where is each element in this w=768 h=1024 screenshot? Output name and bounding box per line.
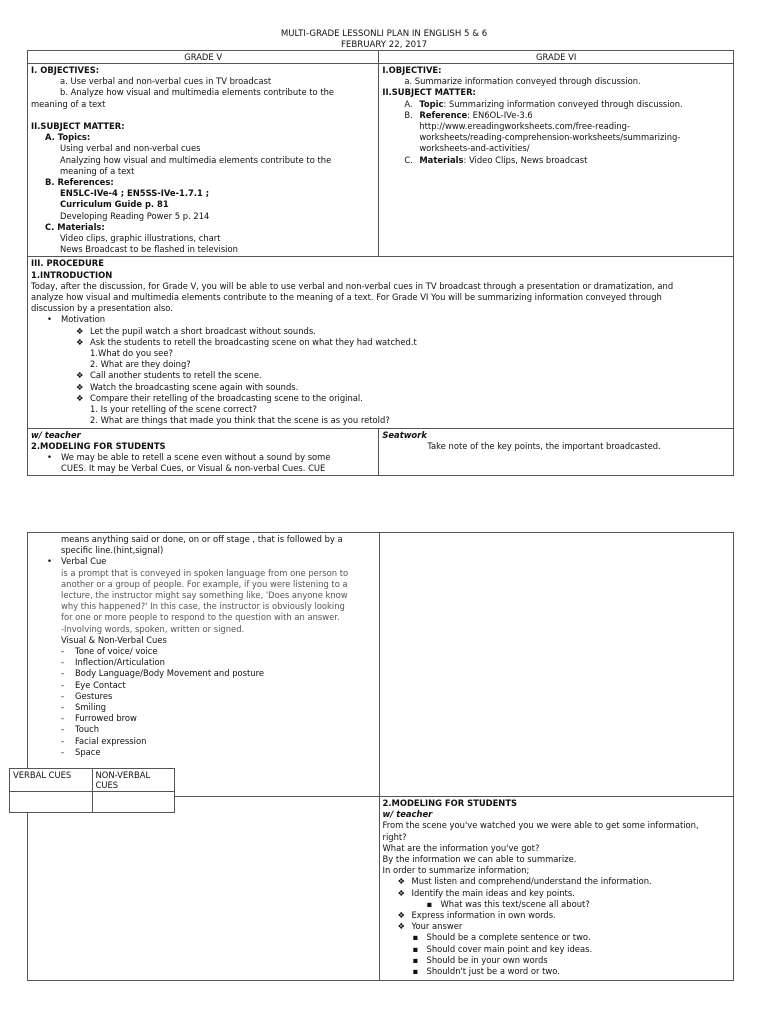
dash-bullet-icon: - bbox=[61, 746, 65, 757]
grade-v-topic-1: Using verbal and non-verbal cues bbox=[60, 143, 201, 154]
grade-vi-topic-letter: A. bbox=[404, 98, 413, 109]
motivation-question-3: 1. Is your retelling of the scene correct? bbox=[90, 404, 257, 415]
nonverbal-cue-label: Space bbox=[75, 746, 101, 757]
motivation-step-3: Call another students to retell the scene. bbox=[90, 370, 262, 381]
dash-bullet-icon: - bbox=[61, 724, 65, 735]
grade-v-topic-2-cont: meaning of a text bbox=[60, 165, 135, 176]
dash-bullet-icon: - bbox=[61, 690, 65, 701]
dash-bullet-icon: - bbox=[61, 646, 65, 657]
motivation-step-2: Ask the students to retell the broadcasting scene on what they had watched.t bbox=[90, 336, 417, 347]
grade-vi-reference-url-2: worksheets/reading-comprehension-worksheets/summarizing- bbox=[419, 132, 681, 143]
dash-bullet-icon: - bbox=[61, 679, 65, 690]
grade-v-modeling-line-1: We may be able to retell a scene even without a sound by some bbox=[61, 451, 331, 462]
answer-rule-2: Should cover main point and key ideas. bbox=[426, 943, 593, 954]
verbal-cue-def-4: why this happened?' In this case, the instructor is obviously looking bbox=[61, 601, 345, 612]
document-title: MULTI-GRADE LESSONLI PLAN IN ENGLISH 5 & 6 bbox=[280, 29, 488, 39]
nonverbal-cue-item bbox=[31, 680, 376, 691]
nonverbal-cue-item bbox=[31, 691, 376, 702]
nonverbal-cues-header-line-1: NON-VERBAL bbox=[95, 770, 151, 780]
verbal-cue-heading: Verbal Cue bbox=[61, 556, 107, 567]
grade-vi-reference-url-1: http://www.ereadingworksheets.com/free-reading- bbox=[419, 121, 631, 132]
square-bullet-icon: ▪ bbox=[426, 898, 433, 909]
motivation-question-1: 1.What do you see? bbox=[90, 348, 173, 359]
motivation-step-1: Let the pupil watch a short broadcast without sounds. bbox=[90, 325, 316, 336]
grade-vi-header: GRADE VI bbox=[379, 51, 734, 64]
lesson-plan-table-page2 bbox=[27, 532, 734, 981]
nonverbal-cue-label: Facial expression bbox=[75, 735, 147, 746]
verbal-cue-def-6: -Involving words, spoken, written or signed. bbox=[61, 623, 245, 634]
grade-vi-subject-matter-heading: II.SUBJECT MATTER: bbox=[382, 87, 476, 98]
nonverbal-cue-item bbox=[31, 646, 376, 657]
seatwork-text: Take note of the key points, the important broadcasted. bbox=[427, 440, 661, 451]
grade-v-cues-cell bbox=[28, 533, 380, 797]
grade-v-modeling-line-4: specific line.(hint,signal) bbox=[61, 545, 164, 556]
verbal-cue-def-1: is a prompt that is conveyed in spoken language from one person to bbox=[61, 567, 349, 578]
grade-v-with-teacher-label: w/ teacher bbox=[31, 429, 81, 440]
nonverbal-cue-item bbox=[31, 736, 376, 747]
nonverbal-cue-item bbox=[31, 702, 376, 713]
grade-v-modeling-heading: 2.MODELING FOR STUDENTS bbox=[31, 440, 166, 451]
grade-v-reference-codes: EN5LC-IVe-4 ; EN5SS-IVe-1.7.1 ; bbox=[60, 188, 210, 199]
nonverbal-cue-label: Tone of voice/ voice bbox=[75, 646, 158, 657]
grade-vi-reference-url-3: worksheets-and-activities/ bbox=[419, 143, 530, 154]
nonverbal-cue-label: Gestures bbox=[75, 690, 113, 701]
grade-v-modeling-cell bbox=[28, 428, 379, 476]
bullet-icon: • bbox=[47, 556, 52, 567]
diamond-bullet-icon: ❖ bbox=[397, 887, 406, 898]
modeling-row bbox=[28, 428, 734, 476]
square-bullet-icon: ▪ bbox=[412, 966, 419, 977]
grade-vi-reference-label: Reference bbox=[419, 109, 468, 120]
bullet-icon: • bbox=[47, 314, 52, 325]
nonverbal-cues-header-line-2: CUES bbox=[95, 780, 119, 790]
summarize-subpoint-1: What was this text/scene all about? bbox=[440, 898, 590, 909]
grade-v-objective-b: b. Analyze how visual and multimedia elements contribute to the bbox=[60, 87, 335, 98]
introduction-line-2: analyze how visual and multimedia elements contribute to the meaning of a text. For Grade VI You will be summarizing information conveyed through bbox=[31, 292, 662, 303]
cues-comparison-table bbox=[9, 768, 175, 813]
nonverbal-cue-item bbox=[31, 668, 376, 679]
grade-v-topic-2: Analyzing how visual and multimedia elements contribute to the bbox=[60, 154, 332, 165]
square-bullet-icon: ▪ bbox=[412, 943, 419, 954]
grade-vi-line-1: From the scene you've watched you we were able to get some information, bbox=[382, 820, 699, 831]
grade-v-reference-guide: Curriculum Guide p. 81 bbox=[60, 199, 169, 210]
procedure-heading: III. PROCEDURE bbox=[31, 258, 104, 269]
diamond-bullet-icon: ❖ bbox=[397, 921, 406, 932]
summarize-row bbox=[28, 797, 734, 981]
nonverbal-cues-empty-cell bbox=[92, 792, 175, 813]
grade-vi-reference-letter: B. bbox=[404, 109, 413, 120]
grade-vi-line-2: right? bbox=[382, 831, 407, 842]
grade-vi-materials-text: : Video Clips, News broadcast bbox=[463, 154, 588, 165]
objectives-row bbox=[28, 64, 734, 257]
answer-rule-4: Shouldn't just be a word or two. bbox=[426, 966, 560, 977]
verbal-cue-def-2: another or a group of people. For example, if you were listening to a bbox=[61, 578, 348, 589]
dash-bullet-icon: - bbox=[61, 657, 65, 668]
procedure-row bbox=[28, 257, 734, 428]
grade-v-topics-label: A. Topics: bbox=[45, 132, 91, 143]
introduction-heading: 1.INTRODUCTION bbox=[31, 269, 113, 280]
seatwork-cell bbox=[379, 428, 734, 476]
grade-v-modeling-line-3: means anything said or done, on or off stage , that is followed by a bbox=[61, 534, 343, 544]
square-bullet-icon: ▪ bbox=[412, 954, 419, 965]
diamond-bullet-icon: ❖ bbox=[76, 381, 84, 392]
grade-v-modeling-line-2: CUES. It may be Verbal Cues, or Visual & non-verbal Cues. CUE bbox=[61, 463, 326, 474]
dash-bullet-icon: - bbox=[61, 668, 65, 679]
grade-vi-modeling-cell bbox=[379, 797, 734, 981]
grade-vi-objectives-cell bbox=[379, 64, 734, 257]
diamond-bullet-icon: ❖ bbox=[397, 876, 406, 887]
nonverbal-cue-label: Inflection/Articulation bbox=[75, 657, 165, 668]
grade-v-objectives-heading: I. OBJECTIVES: bbox=[31, 65, 100, 75]
diamond-bullet-icon: ❖ bbox=[76, 392, 84, 403]
seatwork-heading: Seatwork bbox=[382, 429, 427, 440]
procedure-cell bbox=[28, 257, 734, 428]
motivation-question-2: 2. What are they doing? bbox=[90, 359, 191, 370]
grade-vi-modeling-heading: 2.MODELING FOR STUDENTS bbox=[382, 798, 518, 808]
motivation-label: Motivation bbox=[61, 314, 106, 325]
grade-v-material-2: News Broadcast to be flashed in television bbox=[60, 244, 238, 255]
summarize-step-3: Express information in own words. bbox=[411, 910, 556, 921]
introduction-line-3: discussion by a presentation also. bbox=[31, 303, 173, 314]
diamond-bullet-icon: ❖ bbox=[397, 910, 406, 921]
grade-v-subject-matter-heading: II.SUBJECT MATTER: bbox=[31, 121, 125, 132]
square-bullet-icon: ▪ bbox=[412, 932, 419, 943]
grade-vi-line-5: In order to summarize information; bbox=[382, 865, 530, 876]
lesson-plan-table-page1 bbox=[27, 50, 734, 476]
nonverbal-cues-column-header bbox=[92, 769, 175, 792]
grade-v-reference-book: Developing Reading Power 5 p. 214 bbox=[60, 210, 210, 221]
diamond-bullet-icon: ❖ bbox=[76, 370, 84, 381]
grade-vi-materials-label: Materials bbox=[419, 154, 464, 165]
cues-row bbox=[28, 533, 734, 797]
grade-vi-line-3: What are the information you've got? bbox=[382, 842, 540, 853]
nonverbal-cue-item bbox=[31, 747, 376, 758]
dash-bullet-icon: - bbox=[61, 735, 65, 746]
nonverbal-cue-label: Furrowed brow bbox=[75, 713, 137, 724]
nonverbal-cue-label: Smiling bbox=[75, 702, 107, 713]
nonverbal-cue-item bbox=[31, 657, 376, 668]
grade-vi-reference-code: : EN6OL-IVe-3.6 bbox=[467, 109, 533, 120]
motivation-question-4: 2. What are things that made you think that the scene is as you retold? bbox=[90, 415, 390, 426]
answer-rule-3: Should be in your own words bbox=[426, 954, 548, 965]
grade-v-empty-cell bbox=[28, 797, 380, 981]
summarize-step-4: Your answer bbox=[411, 921, 463, 932]
grade-vi-materials-letter: C. bbox=[404, 154, 413, 165]
diamond-bullet-icon: ❖ bbox=[76, 336, 84, 347]
grade-v-materials-label: C. Materials: bbox=[45, 221, 105, 232]
summarize-step-1: Must listen and comprehend/understand the information. bbox=[411, 876, 652, 887]
nonverbal-cue-item bbox=[31, 713, 376, 724]
grade-v-objective-b-cont: meaning of a text bbox=[31, 98, 106, 109]
dash-bullet-icon: - bbox=[61, 713, 65, 724]
grade-v-header: GRADE V bbox=[28, 51, 379, 64]
nonverbal-cue-label: Eye Contact bbox=[75, 679, 126, 690]
grade-v-material-1: Video clips, graphic illustrations, chart bbox=[60, 233, 221, 244]
motivation-step-5: Compare their retelling of the broadcasting scene to the original. bbox=[90, 392, 363, 403]
grade-vi-objective-heading: I.OBJECTIVE: bbox=[382, 65, 442, 75]
grade-vi-empty-cell bbox=[379, 533, 734, 797]
verbal-cues-empty-cell bbox=[10, 792, 93, 813]
nonverbal-cue-label: Body Language/Body Movement and posture bbox=[75, 668, 265, 679]
grade-v-objectives-cell bbox=[28, 64, 379, 257]
grade-vi-with-teacher-label: w/ teacher bbox=[382, 809, 433, 820]
verbal-cue-def-5: for one or more people to respond to the question with an answer. bbox=[61, 612, 340, 623]
document-date: FEBRUARY 22, 2017 bbox=[340, 40, 428, 50]
diamond-bullet-icon: ❖ bbox=[76, 325, 84, 336]
verbal-cues-column-header: VERBAL CUES bbox=[10, 769, 93, 792]
cues-table-empty-row bbox=[10, 792, 175, 813]
nonverbal-cue-item bbox=[31, 724, 376, 735]
grade-vi-line-4: By the information we can able to summarize. bbox=[382, 854, 577, 865]
nonverbal-cue-list bbox=[31, 646, 376, 758]
motivation-step-4: Watch the broadcasting scene again with sounds. bbox=[90, 381, 299, 392]
answer-rule-1: Should be a complete sentence or two. bbox=[426, 932, 591, 943]
grade-vi-topic-text: : Summarizing information conveyed through discussion. bbox=[443, 98, 683, 109]
grade-vi-objective-a: a. Summarize information conveyed through discussion. bbox=[404, 76, 641, 87]
grade-header-row bbox=[28, 51, 734, 64]
visual-nonverbal-heading: Visual & Non-Verbal Cues bbox=[61, 634, 167, 645]
introduction-line-1: Today, after the discussion, for Grade V, you will be able to use verbal and non-verbal cues in TV broadcast through a presentation or dramatization, and bbox=[31, 280, 674, 291]
dash-bullet-icon: - bbox=[61, 702, 65, 713]
grade-v-objective-a: a. Use verbal and non-verbal cues in TV broadcast bbox=[60, 76, 272, 87]
grade-v-references-label: B. References: bbox=[45, 177, 114, 188]
cues-table-header-row bbox=[10, 769, 175, 792]
summarize-step-2: Identify the main ideas and key points. bbox=[411, 887, 575, 898]
grade-vi-topic-label: Topic bbox=[419, 98, 444, 109]
nonverbal-cue-label: Touch bbox=[75, 724, 100, 735]
verbal-cue-def-3: lecture, the instructor might say something like, 'Does anyone know bbox=[61, 590, 348, 601]
bullet-icon: • bbox=[47, 451, 52, 462]
